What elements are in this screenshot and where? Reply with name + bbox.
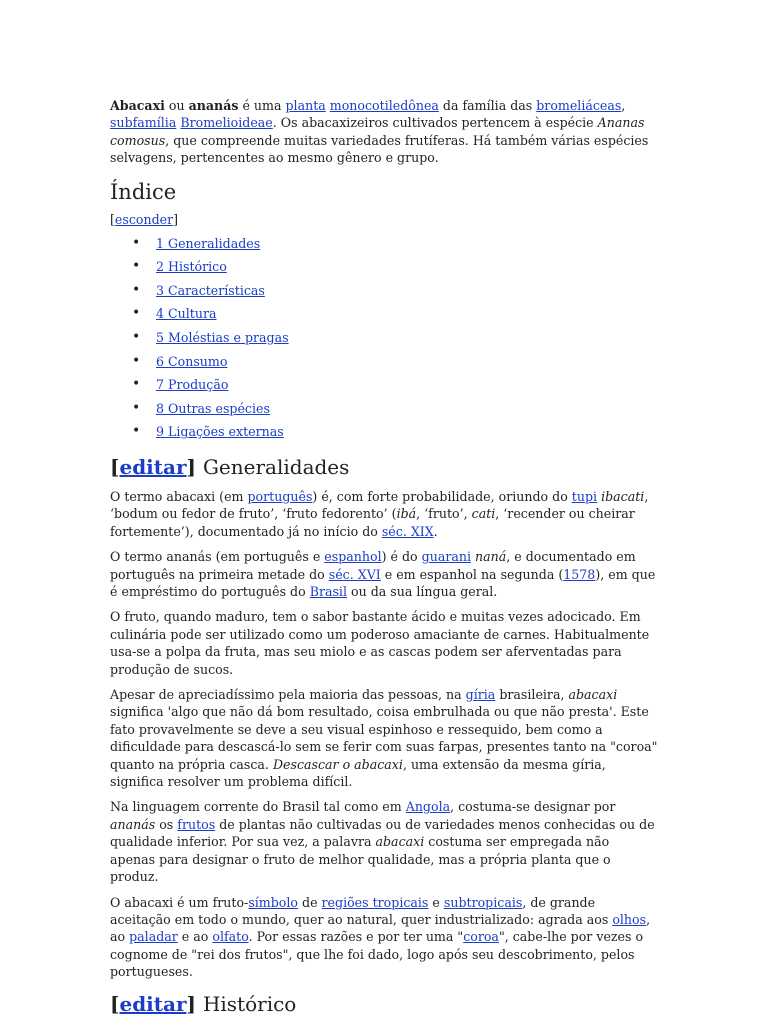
toc-link-producao[interactable]: 7 Produção — [156, 377, 229, 393]
italic-term: abacaxi — [375, 834, 425, 850]
bracket: ] — [186, 991, 203, 1016]
link-portugues[interactable]: português — [247, 488, 313, 504]
text: ou da sua língua geral. — [347, 584, 498, 599]
intro-paragraph — [110, 97, 658, 167]
italic-term: cati — [471, 506, 496, 522]
link-frutos[interactable]: frutos — [177, 816, 216, 832]
toc-link-caracteristicas[interactable]: 3 Características — [156, 282, 265, 298]
bracket: ] — [186, 454, 203, 479]
toc-item — [132, 255, 658, 279]
species-name: Ananas comosus — [110, 115, 645, 148]
toc-link-generalidades[interactable]: 1 Generalidades — [156, 235, 261, 251]
link-sec-xix[interactable]: séc. XIX — [381, 523, 434, 539]
text: , de grande aceitação em todo o mundo, quer ao natural, quer industrializado: agrada aos — [110, 894, 613, 927]
paragraph — [110, 798, 658, 885]
bracket: [ — [110, 991, 120, 1016]
link-angola[interactable]: Angola — [405, 799, 451, 815]
text: O termo ananás (em português e — [110, 549, 325, 565]
text: O abacaxi é um fruto- — [110, 894, 249, 910]
text: ", cabe-lhe por vezes o cognome de "rei dos frutos", que lhe foi dado, logo após seu descobrimento, pelos portugueses. — [110, 929, 644, 980]
text: costuma ser empregada não apenas para designar o fruto de melhor qualidade, mas a própria planta que o produz. — [110, 834, 611, 885]
link-bromeliaceas[interactable]: bromeliáceas — [536, 98, 622, 113]
text: , — [621, 98, 626, 113]
italic-term: Descascar o abacaxi — [272, 756, 403, 772]
bracket: ] — [173, 211, 179, 227]
link-regioes-tropicais[interactable]: regiões tropicais — [321, 894, 429, 910]
text: ), em que é empréstimo do português do — [110, 566, 656, 599]
text: é uma — [238, 98, 286, 113]
link-olhos[interactable]: olhos — [612, 911, 647, 927]
section-heading-historico — [110, 991, 658, 1017]
italic-term: ananás — [110, 816, 156, 832]
link-subtropicais[interactable]: subtropicais — [443, 894, 523, 910]
link-guarani[interactable]: guarani — [421, 549, 472, 565]
italic-term: naná — [475, 549, 507, 565]
toc-item — [132, 397, 658, 421]
link-1578[interactable]: 1578 — [563, 566, 596, 582]
section-heading-generalidades — [110, 454, 658, 480]
toc-item — [132, 232, 658, 256]
link-brasil[interactable]: Brasil — [309, 584, 347, 599]
text: , e documentado em português na primeira metade do — [110, 549, 636, 582]
term-ananas: ananás — [188, 98, 239, 113]
text: . Os abacaxizeiros cultivados pertencem à espécie — [272, 115, 598, 131]
text: , ‘fruto’, — [416, 506, 472, 522]
text: e ao — [177, 929, 213, 945]
toc-item — [132, 279, 658, 303]
text: e em espanhol na segunda ( — [380, 566, 564, 582]
italic-term: ibacati — [601, 488, 645, 504]
text: ) é do — [381, 549, 422, 565]
toc-link-ligacoes[interactable]: 9 Ligações externas — [156, 424, 284, 440]
paragraph: O fruto, quando maduro, tem o sabor bastante ácido e muitas vezes adocicado. Em culinária pode ser utilizado como um poderoso amaciante de carnes. Habitualmente usa-se a polpa da fruta, mas seu miolo e as cascas podem ser aferventadas para produção de sucos. — [110, 609, 650, 677]
bracket: [ — [110, 211, 115, 227]
link-sec-xvi[interactable]: séc. XVI — [328, 566, 381, 582]
text: . Por essas razões e por ter uma " — [248, 929, 464, 945]
text: os — [155, 816, 178, 832]
paragraph — [110, 548, 658, 600]
paragraph — [110, 488, 658, 540]
text: ou — [164, 98, 189, 113]
link-subfamilia[interactable]: subfamília — [110, 115, 177, 131]
article-body — [110, 97, 658, 1025]
italic-term: ibá — [396, 506, 417, 522]
text: da família das — [438, 98, 537, 113]
hide-link[interactable]: esconder — [114, 211, 174, 227]
link-coroa[interactable]: coroa — [463, 929, 499, 945]
text: Apesar de apreciadíssimo pela maioria das pessoas, na — [110, 687, 466, 703]
text: ) é, com forte probabilidade, oriundo do — [312, 488, 572, 504]
text: , uma extensão da mesma gíria, significa resolver um problema difícil. — [110, 756, 606, 790]
text: , ‘bodum ou fedor de fruto’, ‘fruto fedorento’ ( — [110, 488, 649, 522]
bracket: [ — [110, 454, 120, 479]
text: O termo abacaxi (em — [110, 488, 248, 504]
link-espanhol[interactable]: espanhol — [324, 549, 382, 565]
text: e — [428, 894, 444, 910]
toc-item — [132, 302, 658, 326]
text: brasileira, — [495, 687, 569, 703]
text: de — [298, 894, 322, 910]
index-title: Índice — [110, 179, 177, 204]
section-title: Generalidades — [202, 454, 350, 479]
toc-link-outras-especies[interactable]: 8 Outras espécies — [156, 400, 270, 416]
edit-link[interactable]: editar — [119, 991, 187, 1016]
term-abacaxi: Abacaxi — [110, 98, 165, 113]
text: significa 'algo que não dá bom resultado, coisa embrulhada ou que não presta'. Este fato provavelmente se deve a seu visual espinhoso e ressequido, bem como a dificuldade para descascá-lo sem se ferir com suas farpas, presentes tanto na "coroa" quanto na própria casca. — [110, 704, 658, 772]
link-paladar[interactable]: paladar — [129, 929, 178, 945]
link-olfato[interactable]: olfato — [212, 929, 249, 945]
link-giria[interactable]: gíria — [465, 687, 496, 703]
link-tupi[interactable]: tupi — [571, 488, 598, 504]
text: , que compreende muitas variedades frutíferas. Há também várias espécies selvagens, pertencentes ao mesmo gênero e grupo. — [110, 132, 649, 166]
text: , ao — [110, 911, 651, 945]
text: , ‘recender ou cheirar fortemente’), documentado já no início do — [110, 506, 635, 539]
edit-link[interactable]: editar — [119, 454, 187, 479]
paragraph — [110, 894, 658, 981]
link-planta[interactable]: planta — [285, 98, 326, 113]
link-monocotiledonea[interactable]: monocotiledônea — [329, 98, 439, 113]
paragraph — [110, 686, 658, 790]
table-of-contents — [110, 232, 658, 444]
toc-link-molestias[interactable]: 5 Moléstias e pragas — [156, 330, 289, 345]
toc-item — [132, 326, 658, 350]
text: de plantas não cultivadas ou de variedades menos conhecidas ou de qualidade inferior. Por sua vez, a palavra — [110, 816, 655, 850]
text: . — [433, 523, 438, 539]
text: , costuma-se designar por — [450, 799, 616, 815]
toc-link-historico[interactable]: 2 Histórico — [156, 259, 227, 275]
section-title: Histórico — [202, 991, 297, 1016]
hide-toggle — [110, 211, 658, 228]
link-bromelioideae[interactable]: Bromelioideae — [180, 115, 273, 131]
toc-link-cultura[interactable]: 4 Cultura — [156, 306, 217, 322]
text: Na linguagem corrente do Brasil tal como em — [110, 799, 406, 815]
link-simbolo[interactable]: símbolo — [248, 894, 298, 910]
toc-item — [132, 373, 658, 397]
toc-link-consumo[interactable]: 6 Consumo — [156, 353, 228, 369]
toc-item — [132, 420, 658, 444]
toc-item — [132, 350, 658, 374]
italic-term: abacaxi — [568, 687, 618, 703]
